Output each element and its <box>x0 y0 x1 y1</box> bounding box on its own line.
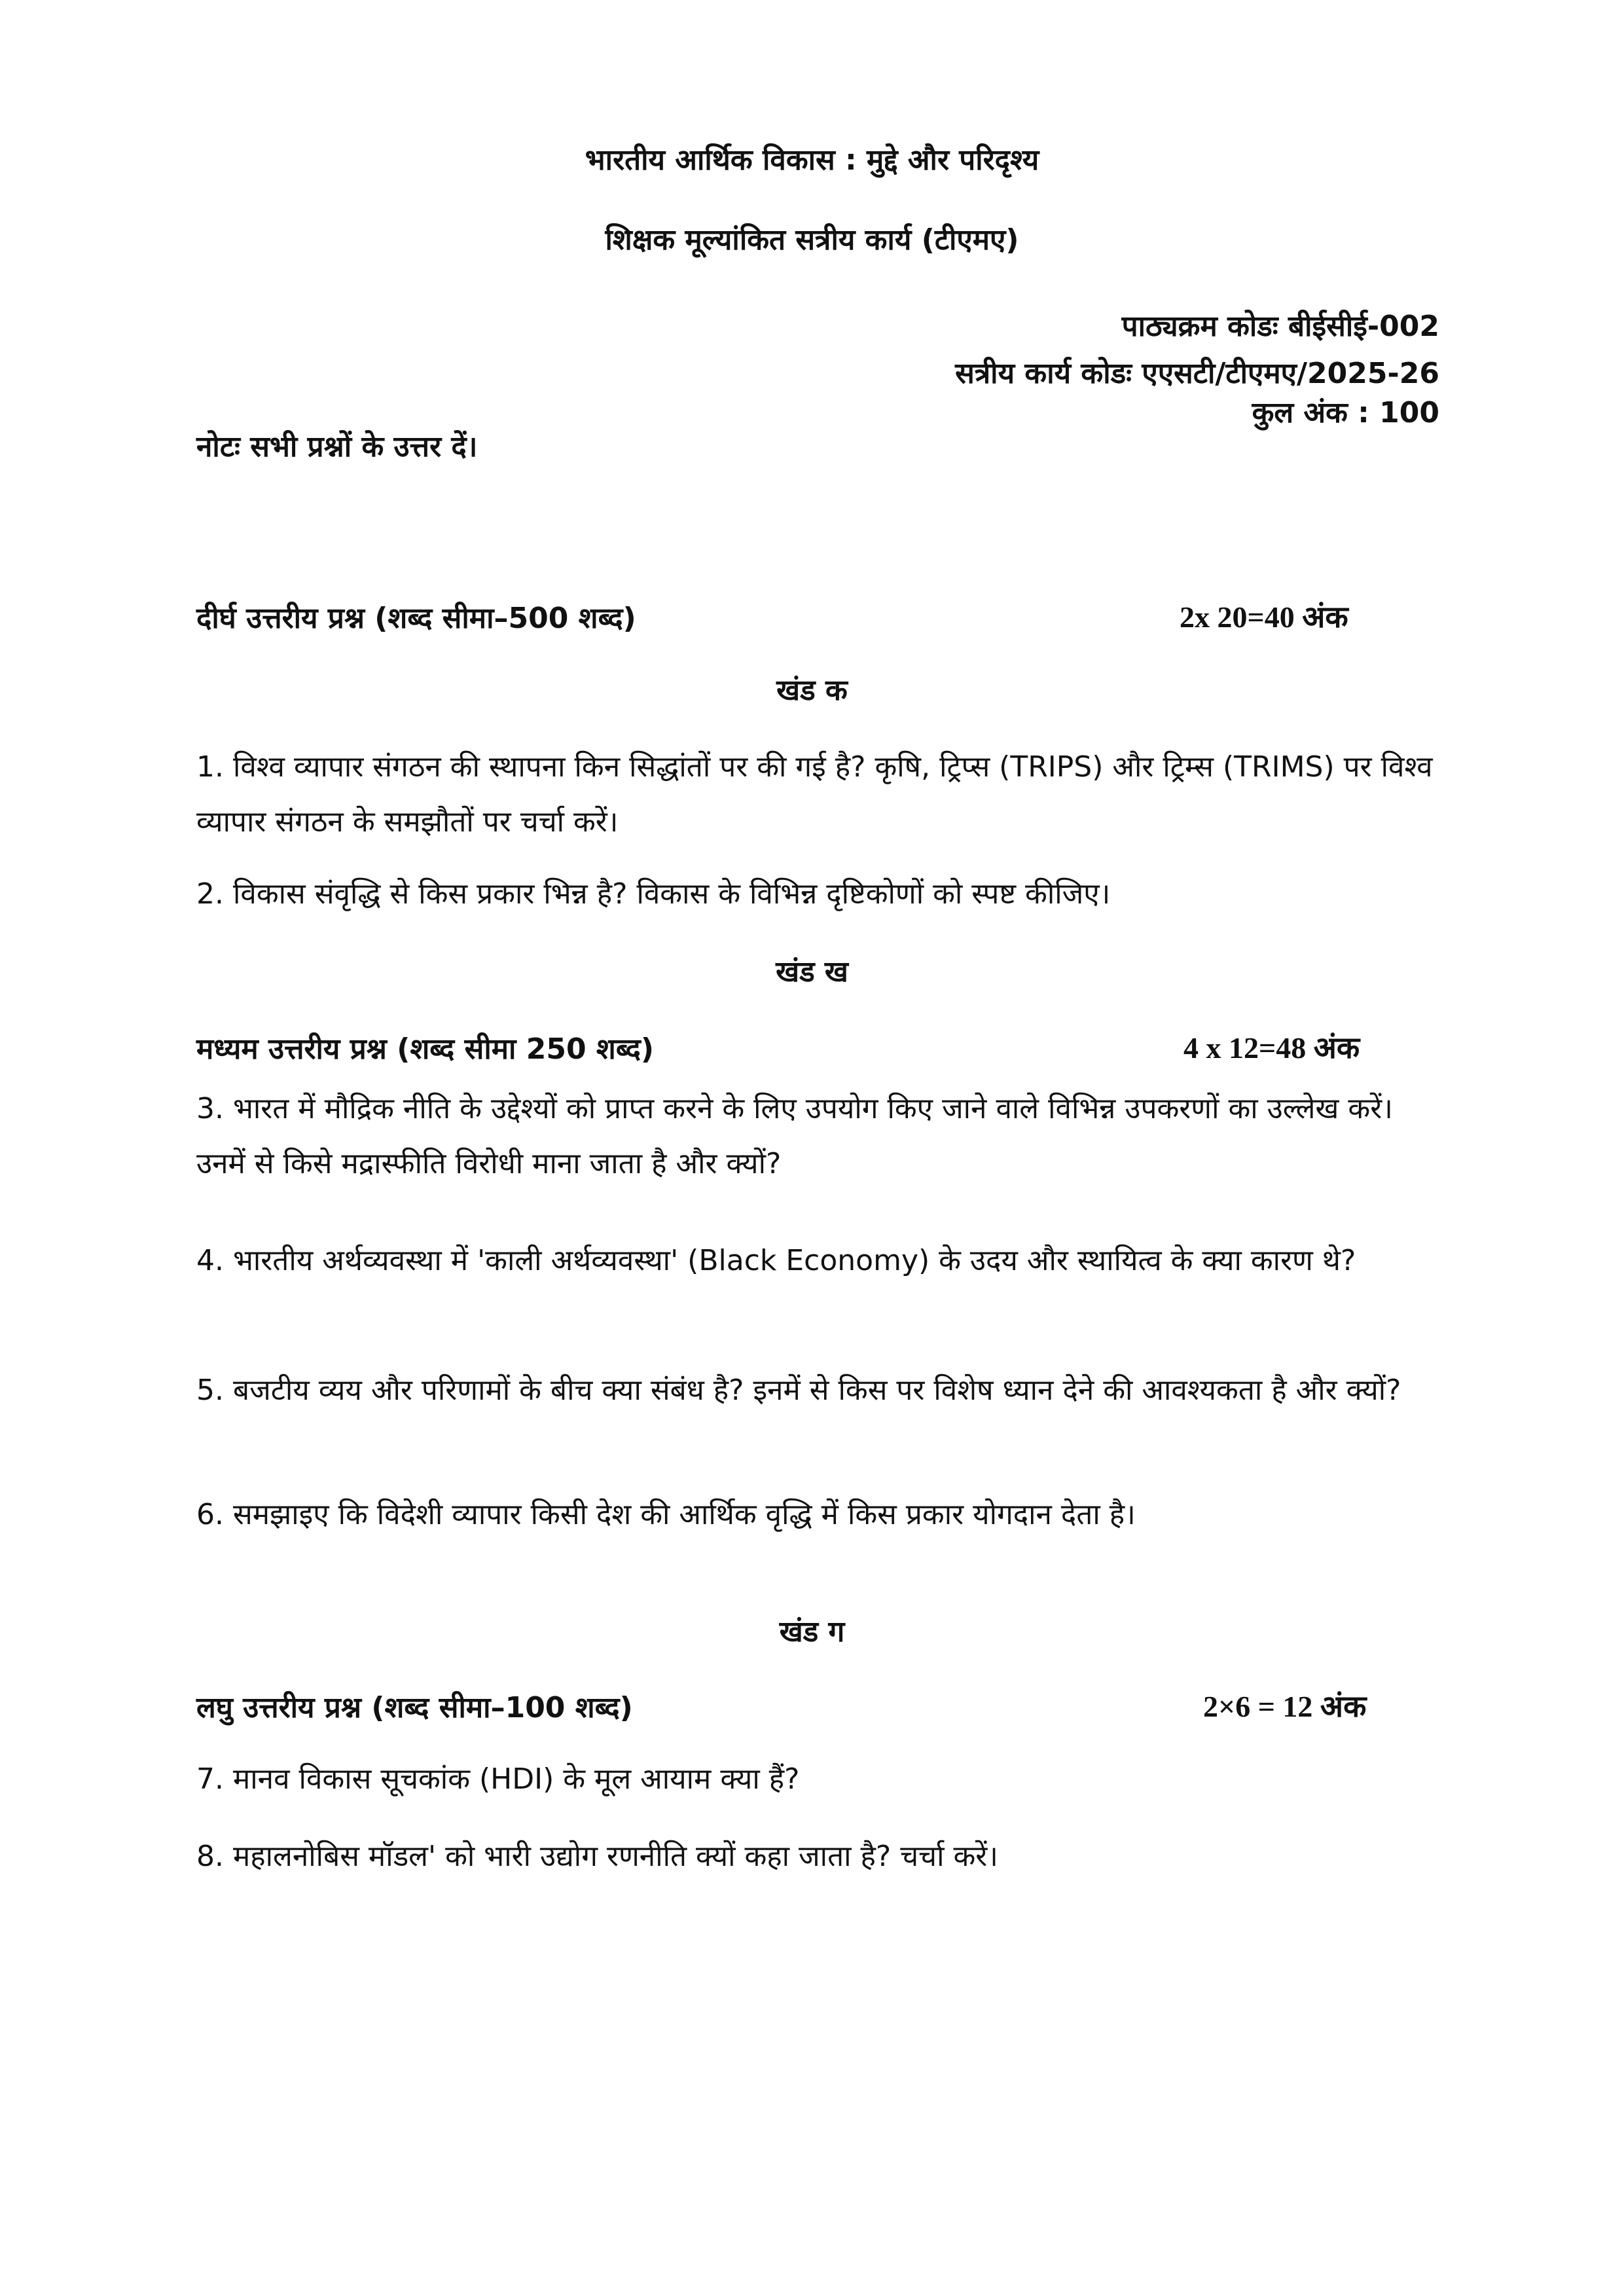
section-b-marks: 4 x 12=48 अंक <box>1183 1031 1360 1065</box>
section-c-marks: 2×6 = 12 अंक <box>1203 1690 1367 1723</box>
question-7: 7. मानव विकास सूचकांक (HDI) के मूल आयाम क्या हैं? <box>196 1762 800 1796</box>
document-subtitle: शिक्षक मूल्यांकित सत्रीय कार्य (टीएमए) <box>605 223 1019 257</box>
section-c-heading: खंड ग <box>779 1615 845 1649</box>
assignment-code: सत्रीय कार्य कोडः एएसटी/टीएमए/2025-26 <box>955 357 1439 390</box>
section-c-type-label: लघु उत्तरीय प्रश्न (शब्द सीमा–100 शब्द) <box>196 1691 633 1724</box>
question-6: 6. समझाइए कि विदेशी व्यापार किसी देश की आर्थिक वृद्धि में किस प्रकार योगदान देता है। <box>196 1498 1136 1531</box>
question-8: 8. महालनोबिस मॉडल' को भारी उद्योग रणनीति क्यों कहा जाता है? चर्चा करें। <box>196 1840 998 1873</box>
question-4: 4. भारतीय अर्थव्यवस्था में 'काली अर्थव्यवस्था' (Black Economy) के उदय और स्थायित्व के क्या कारण थे? <box>196 1244 1356 1277</box>
question-2: 2. विकास संवृद्धि से किस प्रकार भिन्न है? विकास के विभिन्न दृष्टिकोणों को स्पष्ट कीजिए। <box>196 877 1111 911</box>
section-b-type-label: मध्यम उत्तरीय प्रश्न (शब्द सीमा 250 शब्द) <box>196 1032 654 1066</box>
section-a-heading: खंड क <box>776 674 848 707</box>
question-1: 1. विश्व व्यापार संगठन की स्थापना किन सिद्धांतों पर की गई है? कृषि, ट्रिप्स (TRIPS) और ट्रिम्स (TRIMS) पर विश्व व्यापार संगठन के समझौतों पर चर्चा करें। <box>196 750 1433 839</box>
section-b-heading: खंड ख <box>776 955 848 989</box>
total-marks: कुल अंक : 100 <box>1252 396 1439 429</box>
section-a-marks: 2x 20=40 अंक <box>1180 600 1348 634</box>
instruction-note: नोटः सभी प्रश्नों के उत्तर दें। <box>196 430 478 464</box>
question-3: 3. भारत में मौद्रिक नीति के उद्देश्यों को प्राप्त करने के लिए उपयोग किए जाने वाले विभिन्न उपकरणों का उल्लेख करें। उनमें से किसे मद्रास्फीति विरोधी माना जाता है और क्यों? <box>196 1092 1393 1180</box>
question-5: 5. बजटीय व्यय और परिणामों के बीच क्या संबंध है? इनमें से किस पर विशेष ध्यान देने की आवश्यकता है और क्यों? <box>196 1374 1401 1407</box>
document-title: भारतीय आर्थिक विकास : मुद्दे और परिदृश्य <box>585 143 1039 177</box>
course-code: पाठ्यक्रम कोडः बीईसीई-002 <box>1121 310 1439 343</box>
section-a-type-label: दीर्घ उत्तरीय प्रश्न (शब्द सीमा–500 शब्द) <box>196 602 636 635</box>
